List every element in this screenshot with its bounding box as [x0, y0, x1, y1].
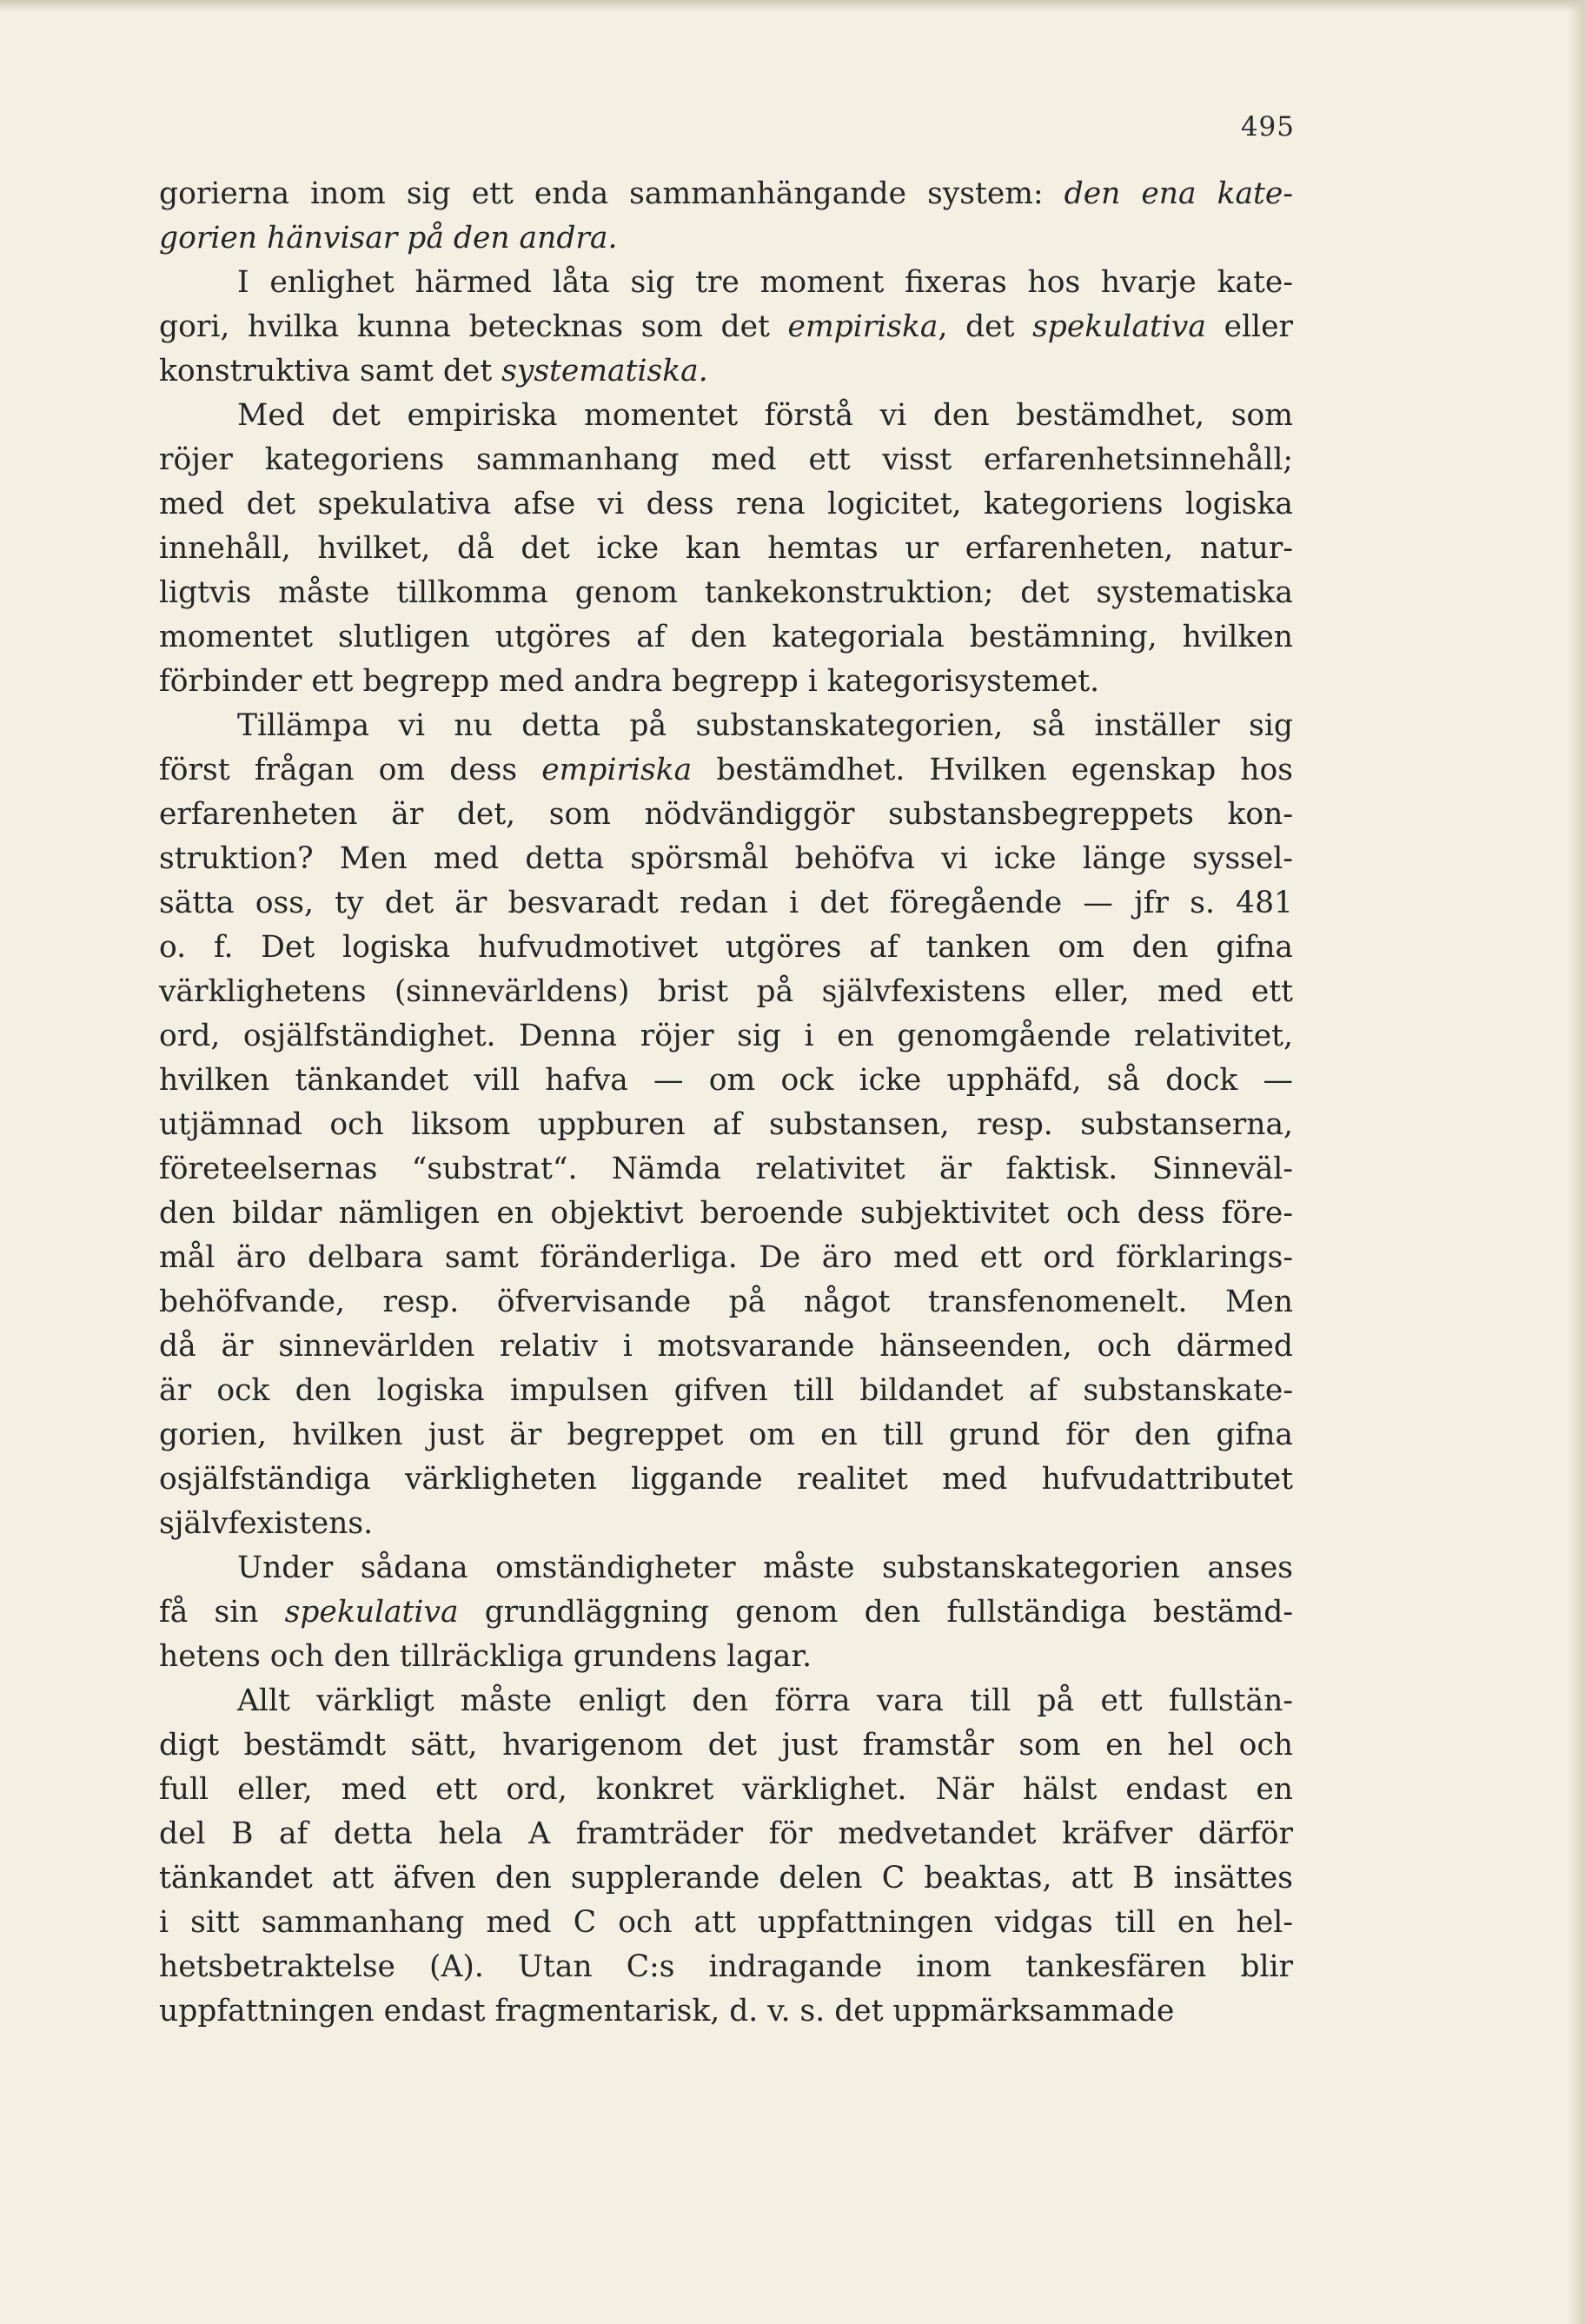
paragraph: [159, 704, 1293, 1546]
text-line: [159, 1768, 1293, 1812]
text-run: ord, osjälfständighet. Denna röjer sig i en genomgående relativitet,: [159, 1019, 1293, 1053]
text-run: förbinder ett begrepp med andra begrepp i kategorisystemet.: [159, 664, 1100, 699]
text-line: [159, 482, 1293, 527]
text-line: [159, 793, 1293, 837]
italic-text: spekulativa: [1032, 309, 1206, 344]
text-line: [159, 349, 1293, 394]
text-run: gorien, hvilken just är begreppet om en till grund för den gifna: [159, 1418, 1293, 1452]
page-number: 495: [1240, 111, 1295, 143]
italic-text: gorien hänvisar på den andra.: [159, 221, 618, 256]
text-run: erfarenheten är det, som nödvändiggör substansbegreppets kon-: [159, 797, 1293, 832]
text-run: tänkandet att äfven den supplerande delen C beaktas, att B insättes: [159, 1861, 1293, 1896]
text-run: Med det empiriska momentet förstå vi den bestämdhet, som: [237, 398, 1293, 433]
text-run: grundläggning genom den fullständiga bestämd-: [458, 1595, 1293, 1630]
text-run: då är sinnevärlden relativ i motsvarande hänseenden, och därmed: [159, 1329, 1293, 1364]
text-line: [159, 1014, 1293, 1059]
text-run: konstruktiva samt det: [159, 354, 502, 388]
text-line: [159, 1147, 1293, 1192]
text-line: [159, 1059, 1293, 1103]
text-run: företeelsernas “substrat“. Nämda relativitet är faktisk. Sinneväl-: [159, 1152, 1293, 1186]
text-run: värklighetens (sinnevärldens) brist på självfexistens eller, med ett: [159, 974, 1293, 1009]
text-line: [159, 394, 1293, 438]
text-run: i sitt sammanhang med C och att uppfattningen vidgas till en hel-: [159, 1905, 1293, 1940]
text-line: [159, 216, 1293, 261]
text-run: först frågan om dess: [159, 753, 542, 787]
text-line: [159, 1812, 1293, 1856]
text-run: osjälfständiga värkligheten liggande realitet med hufvudattributet: [159, 1462, 1293, 1497]
text-line: [159, 261, 1293, 305]
text-line: [159, 1280, 1293, 1325]
text-line: [159, 1457, 1293, 1502]
text-line: [159, 1635, 1293, 1679]
scan-shadow-right: [1568, 0, 1585, 2324]
text-run: ligtvis måste tillkomma genom tankekonstruktion; det systematiska: [159, 575, 1293, 610]
text-line: [159, 615, 1293, 660]
text-run: självfexistens.: [159, 1506, 374, 1541]
paragraph: [159, 261, 1293, 394]
text-run: gori, hvilka kunna betecknas som det: [159, 309, 788, 344]
text-run: behöfvande, resp. öfvervisande på något transfenomenelt. Men: [159, 1285, 1293, 1319]
text-line: [159, 1103, 1293, 1147]
text-line: [159, 881, 1293, 926]
text-run: Under sådana omständigheter måste substanskategorien anses: [237, 1550, 1293, 1585]
text-run: är ock den logiska impulsen gifven till bildandet af substanskate-: [159, 1373, 1293, 1408]
text-run: få sin: [159, 1595, 285, 1630]
italic-text: systematiska.: [501, 354, 708, 388]
text-run: I enlighet härmed låta sig tre moment fixeras hos hvarje kate-: [237, 265, 1293, 300]
text-run: hetsbetraktelse (A). Utan C:s indragande inom tankesfären blir: [159, 1949, 1293, 1984]
text-line: [159, 970, 1293, 1014]
text-line: [159, 1325, 1293, 1369]
text-run: gorierna inom sig ett enda sammanhängande system:: [159, 176, 1064, 211]
text-run: full eller, med ett ord, konkret värklighet. När hälst endast en: [159, 1772, 1293, 1807]
text-run: sätta oss, ty det är besvaradt redan i det föregående — jfr s. 481: [159, 886, 1293, 920]
paragraph: [159, 1546, 1293, 1679]
paragraph: [159, 1679, 1293, 2034]
text-line: [159, 172, 1293, 216]
text-run: Allt värkligt måste enligt den förra vara till på ett fullstän-: [237, 1683, 1293, 1718]
text-run: den bildar nämligen en objektivt beroende subjektivitet och dess före-: [159, 1196, 1293, 1231]
italic-text: empiriska: [541, 753, 693, 787]
text-line: [159, 1856, 1293, 1901]
text-line: [159, 1192, 1293, 1236]
text-run: digt bestämdt sätt, hvarigenom det just framstår som en hel och: [159, 1728, 1293, 1763]
text-line: [159, 926, 1293, 970]
text-run: bestämdhet. Hvilken egenskap hos: [692, 753, 1293, 787]
text-run: utjämnad och liksom uppburen af substansen, resp. substanserna,: [159, 1107, 1293, 1142]
text-line: [159, 438, 1293, 482]
text-run: struktion? Men med detta spörsmål behöfva vi icke länge syssel-: [159, 841, 1293, 876]
text-line: [159, 571, 1293, 615]
text-line: [159, 704, 1293, 748]
text-line: [159, 1723, 1293, 1768]
text-run: mål äro delbara samt föränderliga. De äro med ett ord förklarings-: [159, 1240, 1293, 1275]
text-line: [159, 1945, 1293, 1989]
paragraph: [159, 394, 1293, 704]
text-run: o. f. Det logiska hufvudmotivet utgöres af tanken om den gifna: [159, 930, 1293, 965]
text-line: [159, 305, 1293, 349]
text-run: med det spekulativa afse vi dess rena logicitet, kategoriens logiska: [159, 487, 1293, 521]
text-line: [159, 1369, 1293, 1413]
text-line: [159, 660, 1293, 704]
scan-shadow-top: [0, 0, 1585, 12]
text-run: uppfattningen endast fragmentarisk, d. v. s. det uppmärksammade: [159, 1994, 1175, 2029]
text-line: [159, 1236, 1293, 1280]
text-run: eller: [1205, 309, 1293, 344]
paragraph: [159, 172, 1293, 261]
text-run: Tillämpa vi nu detta på substanskategorien, så inställer sig: [237, 708, 1293, 743]
text-run: innehåll, hvilket, då det icke kan hemtas ur erfarenheten, natur-: [159, 531, 1293, 566]
text-run: del B af detta hela A framträder för medvetandet kräfver därför: [159, 1816, 1293, 1851]
italic-text: den ena kate-: [1064, 176, 1293, 211]
text-line: [159, 1679, 1293, 1723]
text-run: , det: [938, 309, 1033, 344]
text-run: momentet slutligen utgöres af den kategoriala bestämning, hvilken: [159, 620, 1293, 654]
italic-text: spekulativa: [284, 1595, 459, 1630]
text-run: röjer kategoriens sammanhang med ett visst erfarenhetsinnehåll;: [159, 442, 1293, 477]
text-run: hetens och den tillräckliga grundens lagar.: [159, 1639, 812, 1674]
text-line: [159, 837, 1293, 881]
text-line: [159, 1901, 1293, 1945]
text-line: [159, 527, 1293, 571]
text-run: hvilken tänkandet vill hafva — om ock icke upphäfd, så dock —: [159, 1063, 1293, 1098]
text-line: [159, 1590, 1293, 1635]
text-line: [159, 748, 1293, 793]
text-line: [159, 1502, 1293, 1546]
body-text: [159, 172, 1293, 2034]
text-line: [159, 1413, 1293, 1457]
text-line: [159, 1989, 1293, 2034]
italic-text: empiriska: [787, 309, 938, 344]
text-line: [159, 1546, 1293, 1590]
